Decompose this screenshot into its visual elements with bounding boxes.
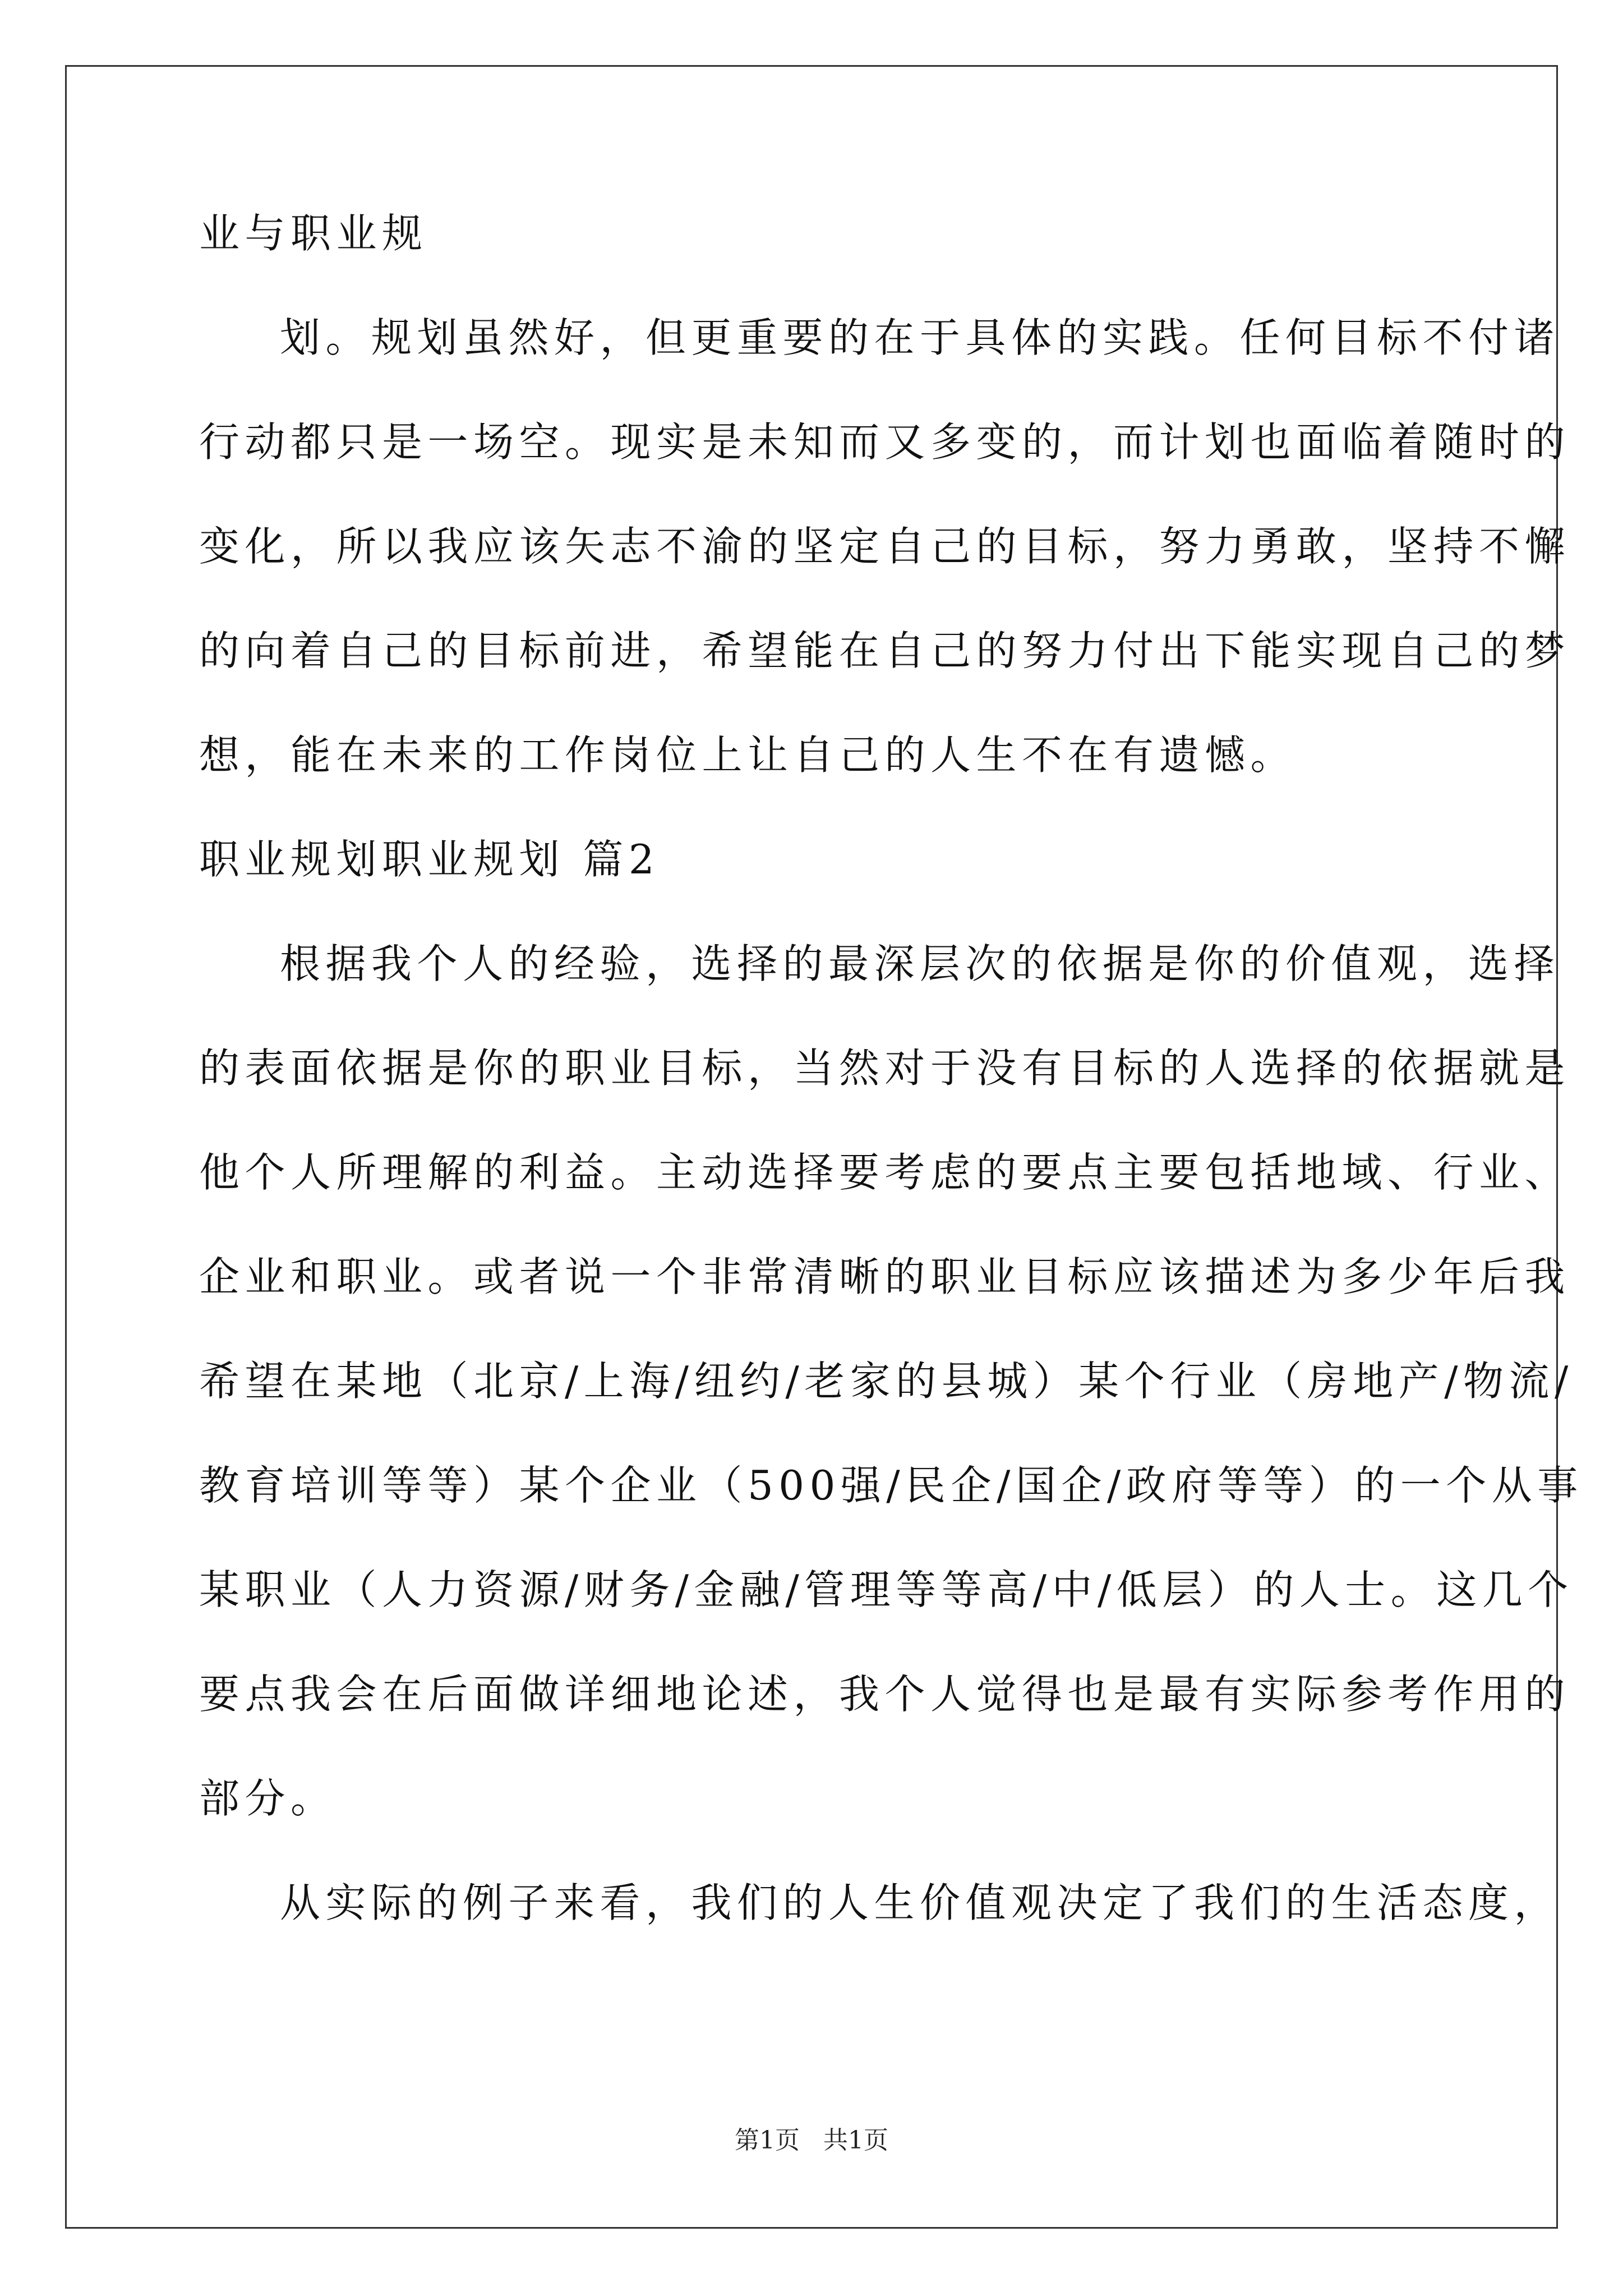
text-line: 变化，所以我应该矢志不渝的坚定自己的目标，努力勇敢，坚持不懈 [199, 523, 1571, 570]
text-line: 他个人所理解的利益。主动选择要考虑的要点主要包括地域、行业、 [199, 1149, 1571, 1196]
text-line: 的表面依据是你的职业目标，当然对于没有目标的人选择的依据就是 [199, 1045, 1571, 1092]
text-line: 行动都只是一场空。现实是未知而又多变的，而计划也面临着随时的 [199, 418, 1571, 466]
text-line: 根据我个人的经验，选择的最深层次的依据是你的价值观，选择 [280, 940, 1560, 987]
text-line: 划。规划虽然好，但更重要的在于具体的实践。任何目标不付诸 [280, 314, 1560, 361]
page-footer: 第1页 共1页 [735, 2126, 888, 2155]
text-line: 的向着自己的目标前进，希望能在自己的努力付出下能实现自己的梦 [199, 627, 1571, 674]
text-line: 部分。 [199, 1775, 336, 1822]
document-body [199, 210, 1583, 1984]
text-line: 某职业（人力资源/财务/金融/管理等等高/中/低层）的人士。这几个 [199, 1566, 1574, 1613]
text-line: 想，能在未来的工作岗位上让自己的人生不在有遗憾。 [199, 731, 1297, 779]
text-line: 教育培训等等）某个企业（500强/民企/国企/政府等等）的一个从事 [199, 1462, 1583, 1509]
text-line: 从实际的例子来看，我们的人生价值观决定了我们的生活态度， [280, 1879, 1560, 1926]
text-line: 希望在某地（北京/上海/纽约/老家的县城）某个行业（房地产/物流/ [199, 1358, 1574, 1405]
text-line: 要点我会在后面做详细地论述，我个人觉得也是最有实际参考作用的 [199, 1671, 1571, 1718]
text-line: 企业和职业。或者说一个非常清晰的职业目标应该描述为多少年后我 [199, 1253, 1571, 1300]
text-line: 业与职业规 [199, 210, 428, 257]
text-line: 职业规划职业规划 篇2 [199, 836, 660, 883]
